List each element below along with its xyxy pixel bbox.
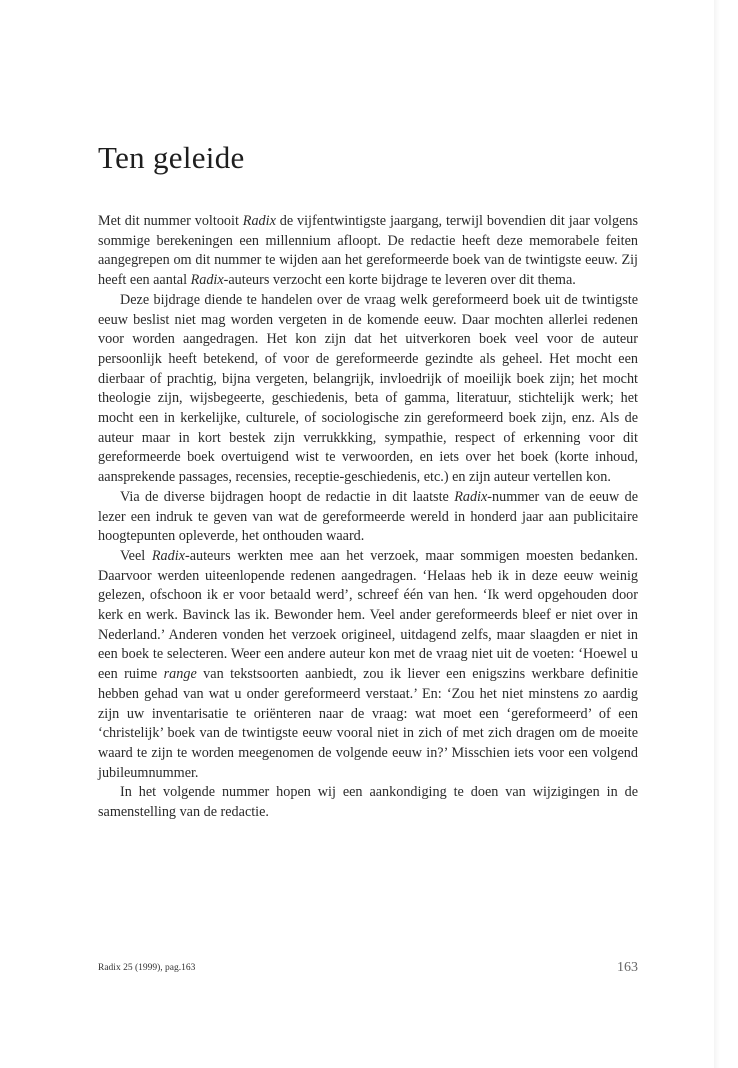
italic-term: Radix xyxy=(190,272,224,289)
page-title: Ten geleide xyxy=(98,140,245,175)
italic-term: Radix xyxy=(151,547,185,564)
page-number: 163 xyxy=(617,960,638,975)
italic-term: Radix xyxy=(454,488,488,505)
scan-edge-shadow xyxy=(714,0,720,1068)
italic-term: Radix xyxy=(242,213,276,229)
paragraph-1: Met dit nummer voltooit Radix de vijfentwintigste jaargang, terwijl bovendien dit jaar volgens sommige berekeningen een millennium afloopt. De redactie heeft deze memorabele feiten aangegrepen om dit nummer te wijden aan het gereformeerde boek van de twintigste eeuw. Zij heeft een aantal Radix-auteurs verzocht een korte bijdrage te leveren over dit thema. xyxy=(98,213,638,289)
italic-term: range xyxy=(163,666,197,683)
footer-citation: Radix 25 (1999), pag.163 xyxy=(98,963,196,973)
paragraph-2: Deze bijdrage diende te handelen over de vraag welk gereformeerd boek uit de twintigste eeuw beslist niet mag worden vergeten in de komende eeuw. Daar mochten allerlei redenen voor worden aangedragen. Het kon zijn dat het uitverkoren boek veel voor de auteur persoonlijk heeft betekend, of voor de gereformeerde gezindte als geheel. Het mocht een dierbaar of prachtig, bijna vergeten, belangrijk, invloedrijk of moeilijk boek zijn; het mocht theologie zijn, wijsbegeerte, geschiedenis, beta of gamma, literatuur, stichtelijk werk; het mocht een in kerkelijke, culturele, of sociologische zin gereformeerd boek zijn, enz. Als de auteur maar in kort bestek zijn verrukkking, sympathie, respect of erkenning voor dit gereformeerde boek overtuigend wist te verwoorden, en iets over het boek (korte inhoud, aansprekende passages, recensies, receptie-geschiedenis, etc.) en zijn auteur vertellen kon. xyxy=(98,291,638,486)
paragraph-4: Veel Radix-auteurs werkten mee aan het verzoek, maar sommigen moesten bedanken. Daarvoor werden uiteenlopende redenen aangedragen. ‘Helaas heb ik in deze eeuw weinig gelezen, ofschoon ik er voor betaald werd’, schreef één van hen. ‘Ik werd opgehouden door kerk en werk. Bavinck las ik. Bewonder hem. Veel ander gereformeerds bleef er niet over in Nederland.’ Anderen vonden het verzoek origineel, uitdagend zelfs, maar slaagden er niet in een boek te selecteren. Weer een andere auteur kon met de vraag niet uit de voeten: ‘Hoewel u een ruime range van tekstsoorten aanbiedt, zou ik liever een enigszins werkbare definitie hebben gehad van wat u onder gereformeerd verstaat.’ En: ‘Zou het niet minstens zo aardig zijn uw inventarisatie te oriënteren naar de vraag: wat moet een ‘gereformeerd’ of een ‘christelijk’ boek van de twintigste eeuw vooral niet in zich of met zich dragen om de moeite waard te zijn te worden meegenomen de volgende eeuw in?’ Misschien iets voor een volgend jubileumnummer. xyxy=(98,547,638,781)
paragraph-5: In het volgende nummer hopen wij een aankondiging te doen van wijzigingen in de samenstelling van de redactie. xyxy=(98,784,638,821)
paragraph-3: Via de diverse bijdragen hoopt de redactie in dit laatste Radix-nummer van de eeuw de lezer een indruk te geven van wat de gereformeerde wereld in honderd jaar aan publicitaire hoogtepunten opleverde, het onthouden waard. xyxy=(98,488,638,545)
article-body xyxy=(98,212,638,823)
